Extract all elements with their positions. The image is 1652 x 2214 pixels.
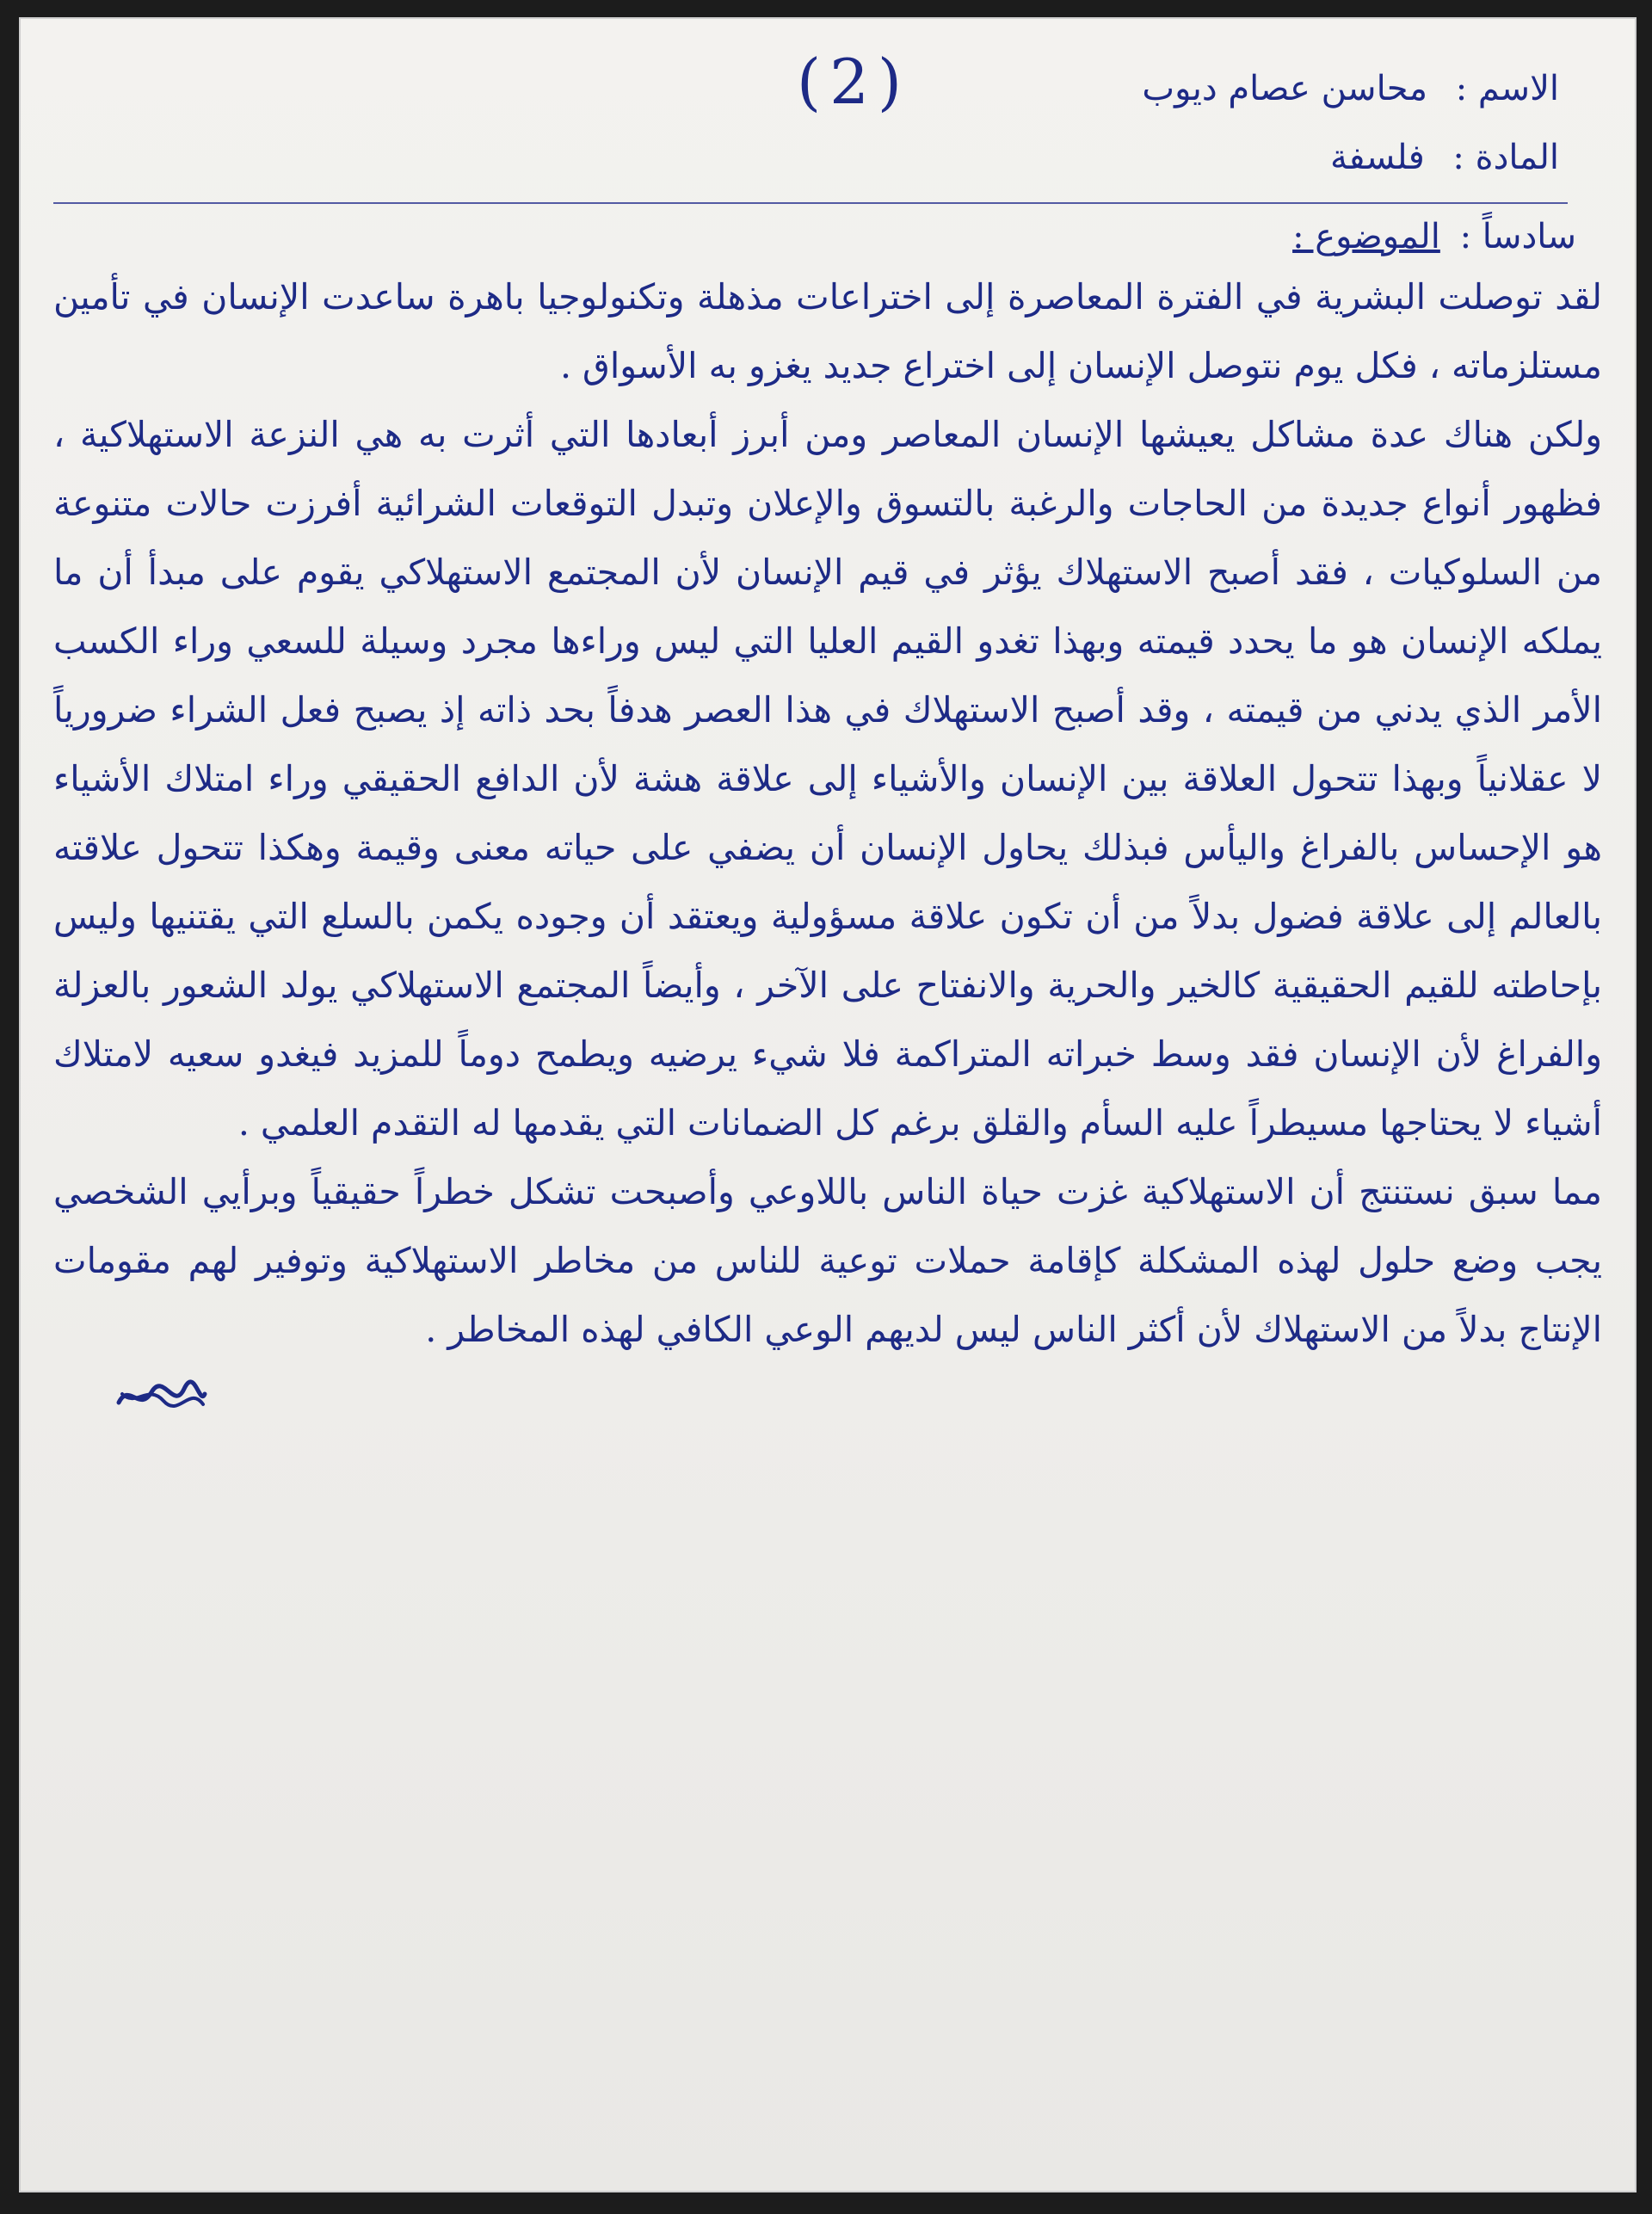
essay-body xyxy=(53,262,1602,1364)
name-line xyxy=(1142,69,1559,108)
essay-paragraph-conclusion: مما سبق نستنتج أن الاستهلاكية غزت حياة الناس باللاوعي وأصبحت تشكل خطراً حقيقياً وبرأيي الشخصي يجب وضع حلول لهذه المشكلة كإقامة حملات توعية للناس من مخاطر الاستهلاكية وتوفير لهم مقومات الإنتاج بدلاً من الاستهلاك لأن أكثر الناس ليس لديهم الوعي الكافي لهذه المخاطر . xyxy=(53,1171,1602,1350)
topic-number: سادساً : xyxy=(1459,217,1576,256)
subject-line xyxy=(1330,138,1559,177)
essay-paragraph-intro: لقد توصلت البشرية في الفترة المعاصرة إلى اختراعات مذهلة وتكنولوجيا باهرة ساعدت الإنسان في تأمين مستلزماته ، فكل يوم نتوصل الإنسان إلى اختراع جديد يغزو به الأسواق . xyxy=(53,276,1602,386)
header-divider xyxy=(53,202,1568,204)
topic-label: الموضوع : xyxy=(1292,217,1440,256)
subject-label: المادة : xyxy=(1452,138,1559,177)
ink-scribble-icon xyxy=(114,1377,208,1416)
page-number: (2) xyxy=(797,46,910,118)
topic-heading xyxy=(1292,217,1576,256)
paper-sheet xyxy=(19,17,1637,2192)
student-name: محاسن عصام ديوب xyxy=(1142,69,1428,108)
name-label: الاسم : xyxy=(1455,69,1559,108)
essay-paragraph-main: ولكن هناك عدة مشاكل يعيشها الإنسان المعاصر ومن أبرز أبعادها التي أثرت به هي النزعة الاستهلاكية ، فظهور أنواع جديدة من الحاجات والرغبة بالتسوق والإعلان وتبدل التوقعات الشرائية أفرزت حالات متنوعة من السلوكيات ، فقد أصبح الاستهلاك يؤثر في قيم الإنسان لأن المجتمع الاستهلاكي يقوم على مبدأ أن ما يملكه الإنسان هو ما يحدد قيمته وبهذا تغدو القيم العليا التي ليس وراءها مجرد وسيلة للسعي وراء الكسب الأمر الذي يدني من قيمته ، وقد أصبح الاستهلاك في هذا العصر هدفاً بحد ذاته إذ يصبح فعل الشراء ضرورياً لا عقلانياً وبهذا تتحول العلاقة بين الإنسان والأشياء إلى علاقة هشة لأن الدافع الحقيقي وراء امتلاك الأشياء هو الإحساس بالفراغ واليأس فبذلك يحاول الإنسان أن يضفي على حياته معنى وقيمة وهكذا تتحول علاقته بالعالم إلى علاقة فضول بدلاً من أن تكون علاقة مسؤولية ويعتقد أن وجوده يكمن بالسلع التي يقتنيها وليس بإحاطته للقيم الحقيقية كالخير والحرية والانفتاح على الآخر ، وأيضاً المجتمع الاستهلاكي يولد الشعور بالعزلة والفراغ لأن الإنسان فقد وسط خبراته المتراكمة فلا شيء يرضيه ويطمح دوماً للمزيد فيغدو سعيه لامتلاك أشياء لا يحتاجها مسيطراً عليه السأم والقلق برغم كل الضمانات التي يقدمها له التقدم العلمي . xyxy=(53,414,1602,1144)
subject-name: فلسفة xyxy=(1329,138,1425,177)
